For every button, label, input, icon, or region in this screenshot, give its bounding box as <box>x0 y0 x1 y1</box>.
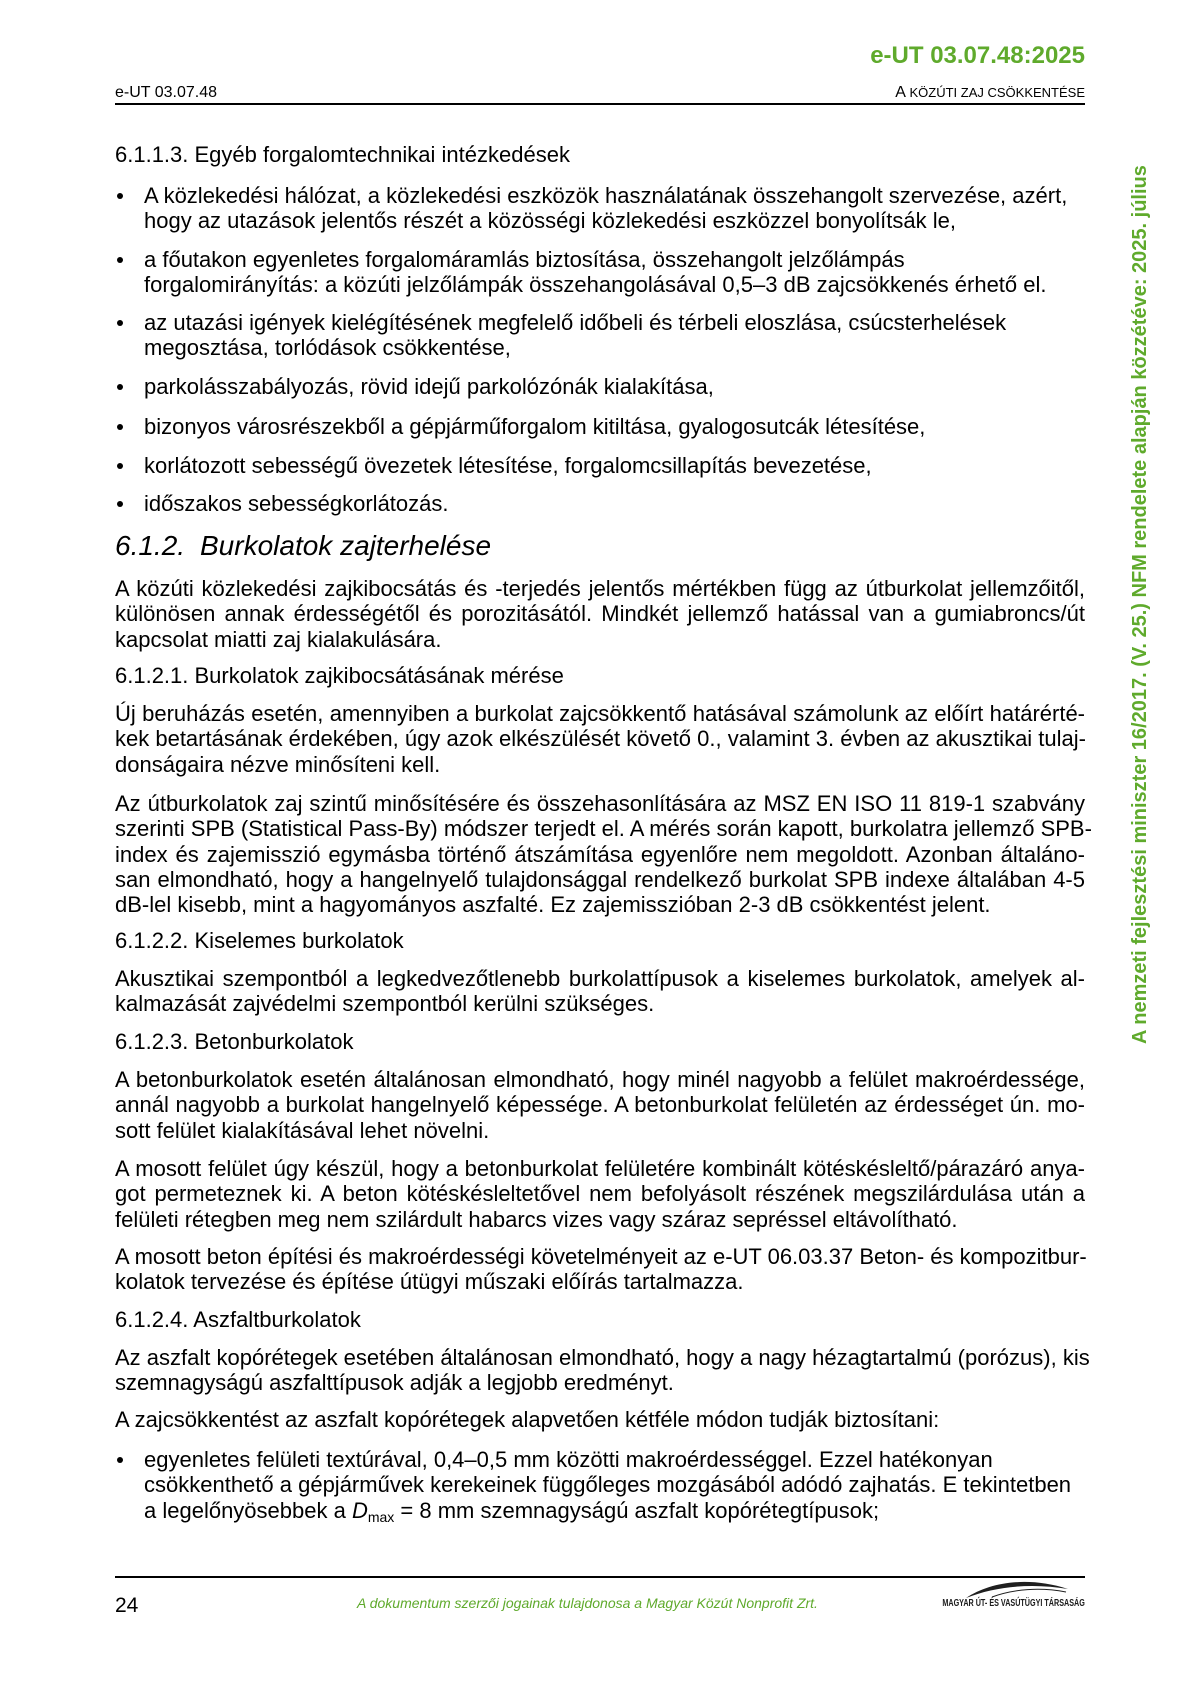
paragraph-line: A mosott felület úgy készül, hogy a betonburkolat felületére kombinált kötéskésleltő/párazáró anya- <box>115 1156 1085 1181</box>
section-number: 6.1.2. <box>115 530 186 561</box>
paragraph-line: A mosott beton építési és makroérdességi követelményeit az e-UT 06.03.37 Beton- és kompozitbur- <box>115 1244 1087 1269</box>
paragraph-line: donságaira nézve minősíteni kell. <box>115 751 441 777</box>
bullet-line: korlátozott sebességű övezetek létesítése, forgalomcsillapítás bevezetése, <box>144 453 872 478</box>
running-header-chapter: A KÖZÚTI ZAJ CSÖKKENTÉSE <box>895 84 1085 101</box>
paragraph-line: A zajcsökkentést az aszfalt kopórétegek alapvetően kétféle módon tudják biztosítani: <box>115 1407 940 1432</box>
paragraph <box>115 1244 1085 1295</box>
bullet-item <box>115 414 1085 439</box>
bullet-item <box>115 453 1085 478</box>
bullet-item <box>115 1447 1085 1530</box>
paragraph-line: szerinti SPB (Statistical Pass-By) módszer terjedt el. A mérés során kapott, burkolatra jellemző SPB- <box>115 816 1092 842</box>
bullet-item <box>115 183 1085 234</box>
paragraph-line: A betonburkolatok esetén általánosan elmondható, hogy minél nagyobb a felület makroérdessége, <box>115 1067 1085 1092</box>
logo-text: MAGYAR ÚT- ÉS VASÚTÜGYI TÁRSASÁG <box>942 1598 1085 1609</box>
paragraph-line: san elmondható, hogy a hangelnyelő tulajdonsággal rendelkező burkolat SPB indexe általában 4-5 <box>115 866 1085 892</box>
paragraph <box>115 1345 1090 1396</box>
bullet-icon <box>117 257 123 263</box>
text-run: = 8 mm szemnagyságú aszfalt kopórétegtípusok; <box>394 1497 880 1523</box>
bullet-item <box>115 374 1085 399</box>
section-heading-6-1-2 <box>115 530 1085 562</box>
bullet-line: a főutakon egyenletes forgalomáramlás biztosítása, összehangolt jelzőlámpás <box>144 247 905 272</box>
bullet-line <box>144 1498 1085 1530</box>
paragraph-line: index és zajemisszió egymásba történő átszámítása egyenlőre nem megoldott. Azonban általáno- <box>115 841 1085 867</box>
bullet-icon <box>117 320 123 326</box>
bullet-item <box>115 491 1085 516</box>
paragraph <box>115 1156 1085 1232</box>
bullet-line: forgalomirányítás: a közúti jelzőlámpák összehangolásával 0,5–3 dB zajcsökkenés érhető el. <box>144 272 1047 298</box>
bullet-line: hogy az utazások jelentős részét a közösségi közlekedési eszközzel bonyolítsák le, <box>144 208 956 234</box>
bullet-icon <box>117 1457 123 1463</box>
bullet-line: időszakos sebességkorlátozás. <box>144 491 449 516</box>
subsection-heading-6-1-2-3: 6.1.2.3. Betonburkolatok <box>115 1029 354 1054</box>
paragraph-line: annál nagyobb a burkolat hangelnyelő képessége. A betonburkolat felületén az érdességet ún. mo- <box>115 1092 1085 1118</box>
logo <box>885 1598 1085 1610</box>
section-title: Burkolatok zajterhelése <box>200 530 492 561</box>
bullet-icon <box>117 384 123 390</box>
paragraph <box>115 966 1085 1017</box>
bullet-line: parkolásszabályozás, rövid idejű parkolózónák kialakítása, <box>144 374 714 399</box>
bullet-item <box>115 247 1085 298</box>
paragraph-line: felületi rétegben meg nem szilárdult habarcs vizes vagy száraz sepréssel eltávolítható. <box>115 1206 958 1232</box>
paragraph-line: szemnagyságú aszfalttípusok adják a legjobb eredményt. <box>115 1370 674 1396</box>
paragraph-line: különösen annak érdességétől és porozitásától. Mindkét jellemző hatással van a gumiabroncs/út <box>115 601 1085 627</box>
paragraph-line: Az aszfalt kopórétegek esetében általánosan elmondható, hogy a nagy hézagtartalmú (porózus), kis <box>115 1345 1090 1370</box>
paragraph-line: Az útburkolatok zaj szintű minősítésére és összehasonlítására az MSZ EN ISO 11 819-1 szabvány <box>115 791 1085 816</box>
paragraph <box>115 701 1085 777</box>
bullet-icon <box>117 424 123 430</box>
bullet-line: megosztása, torlódások csökkentése, <box>144 335 511 361</box>
running-header-doc-code: e-UT 03.07.48 <box>115 84 217 101</box>
paragraph <box>115 1067 1085 1143</box>
bullet-item <box>115 310 1085 361</box>
page-number: 24 <box>115 1594 139 1617</box>
bullet-line: csökkenthető a gépjárművek kerekeinek függőleges mozgásából adódó zajhatás. E tekintetben <box>144 1472 1072 1498</box>
paragraph-line: kalmazását zajvédelmi szempontból kerülni szükséges. <box>115 991 655 1017</box>
bullet-icon <box>117 501 123 507</box>
subscript-max: max <box>367 1508 395 1525</box>
copyright-notice: A dokumentum szerzői jogainak tulajdonosa a Magyar Közút Nonprofit Zrt. <box>357 1595 818 1611</box>
paragraph-line: kapcsolat miatti zaj kialakulására. <box>115 626 442 652</box>
footer-rule <box>115 1576 1085 1578</box>
paragraph <box>115 1407 1085 1432</box>
bullet-line: bizonyos városrészekből a gépjárműforgalom kitiltása, gyalogosutcák létesítése, <box>144 414 926 439</box>
bullet-line: az utazási igények kielégítésének megfelelő időbeli és térbeli eloszlása, csúcsterhelések <box>144 310 1007 335</box>
subsection-heading-6-1-1-3: 6.1.1.3. Egyéb forgalomtechnikai intézkedések <box>115 142 570 167</box>
bullet-line: egyenletes felületi textúrával, 0,4–0,5 mm közötti makroérdességgel. Ezzel hatékonyan <box>144 1447 993 1472</box>
standard-code-title: e-UT 03.07.48:2025 <box>870 42 1085 69</box>
paragraph-line: dB-lel kisebb, mint a hagyományos aszfalté. Ez zajemisszióban 2-3 dB csökkentést jelent. <box>115 892 991 918</box>
paragraph-line: Új beruházás esetén, amennyiben a burkolat zajcsökkentő hatásával számolunk az előírt határérté- <box>115 701 1085 726</box>
paragraph <box>115 791 1092 918</box>
bullet-line: A közlekedési hálózat, a közlekedési eszközök használatának összehangolt szervezése, azért, <box>144 183 1068 208</box>
paragraph-line: kek betartásának érdekében, úgy azok elkészülését követő 0., valamint 3. évben az akusztikai tulaj- <box>115 726 1086 752</box>
text-run: a legelőnyösebbek a <box>144 1497 352 1523</box>
publication-side-note: A nemzeti fejlesztési miniszter 16/2017. (V. 25.) NFM rendelete alapján közzétéve: 2025. július <box>1129 165 1151 1045</box>
header-rule <box>115 103 1085 105</box>
subsection-heading-6-1-2-2: 6.1.2.2. Kiselemes burkolatok <box>115 928 404 953</box>
bullet-icon <box>117 193 123 199</box>
subsection-heading-6-1-2-4: 6.1.2.4. Aszfaltburkolatok <box>115 1307 361 1332</box>
paragraph-line: kolatok tervezése és építése útügyi műszaki előírás tartalmazza. <box>115 1269 744 1295</box>
paragraph <box>115 576 1085 652</box>
paragraph-line: Akusztikai szempontból a legkedvezőtlenebb burkolattípusok a kiselemes burkolatok, amelyek al- <box>115 966 1085 991</box>
symbol-d: D <box>351 1497 368 1523</box>
subsection-heading-6-1-2-1: 6.1.2.1. Burkolatok zajkibocsátásának mérése <box>115 663 564 688</box>
paragraph-line: got permeteznek ki. A beton kötéskésleltetővel nem befolyásolt részének megszilárdulása után a <box>115 1181 1085 1207</box>
bullet-icon <box>117 463 123 469</box>
paragraph-line: A közúti közlekedési zajkibocsátás és -terjedés jelentős mértékben függ az útburkolat jellemzőitől, <box>115 576 1085 601</box>
paragraph-line: sott felület kialakításával lehet növelni. <box>115 1117 490 1143</box>
